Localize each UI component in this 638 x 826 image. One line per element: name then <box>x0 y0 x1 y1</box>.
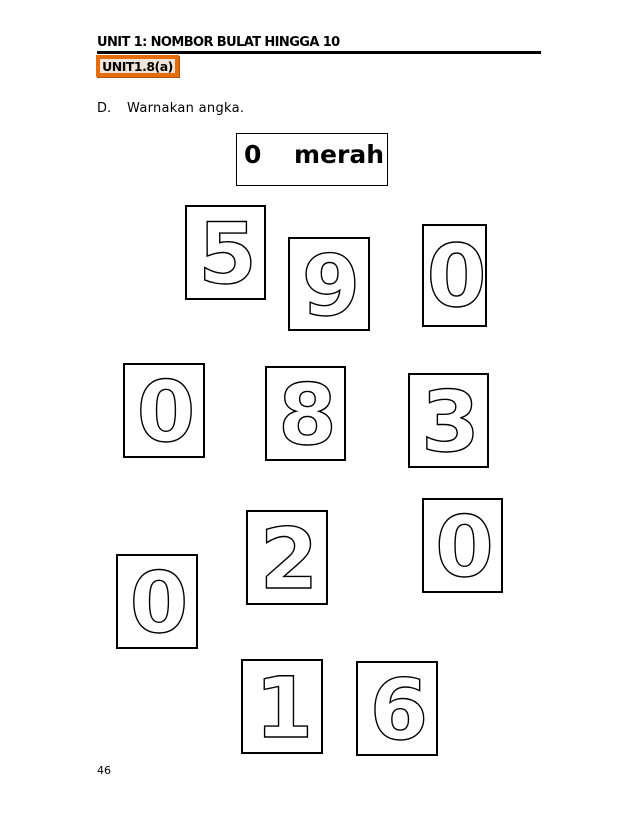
page-number: 46 <box>97 764 111 777</box>
digit-card-4[interactable] <box>123 363 205 461</box>
digit-card-10[interactable] <box>241 659 323 757</box>
digit-card-6[interactable] <box>408 373 489 471</box>
digit-card-6-number: 3 <box>421 373 480 471</box>
digit-card-7-number: 2 <box>259 510 319 608</box>
digit-card-10-number: 1 <box>254 659 314 757</box>
digit-card-3[interactable] <box>422 224 487 327</box>
color-key-digit: 0 <box>244 140 262 169</box>
digit-card-9-number: 0 <box>129 554 189 652</box>
header-rule <box>97 51 541 54</box>
digit-card-1-number: 5 <box>198 205 257 303</box>
digit-card-2-number: 9 <box>301 237 361 335</box>
digit-card-8-number: 0 <box>435 498 494 596</box>
digit-card-7[interactable] <box>246 510 328 608</box>
digit-card-8[interactable] <box>422 498 503 596</box>
digit-card-3-number: 0 <box>426 227 487 327</box>
digit-card-5-number: 8 <box>278 366 337 464</box>
unit-badge: UNIT1.8(a) <box>96 55 179 77</box>
instruction-label: D. <box>97 101 112 116</box>
digit-card-1[interactable] <box>185 205 266 303</box>
instruction-text: Warnakan angka. <box>127 101 245 116</box>
digit-card-11[interactable] <box>356 661 438 759</box>
digit-card-4-number: 0 <box>136 363 196 461</box>
color-key-word: merah <box>294 140 385 169</box>
digit-card-11-number: 6 <box>369 661 429 759</box>
digit-card-5[interactable] <box>265 366 346 464</box>
unit-title: UNIT 1: NOMBOR BULAT HINGGA 10 <box>97 35 340 50</box>
digit-card-2[interactable] <box>288 237 370 335</box>
digit-card-9[interactable] <box>116 554 198 652</box>
